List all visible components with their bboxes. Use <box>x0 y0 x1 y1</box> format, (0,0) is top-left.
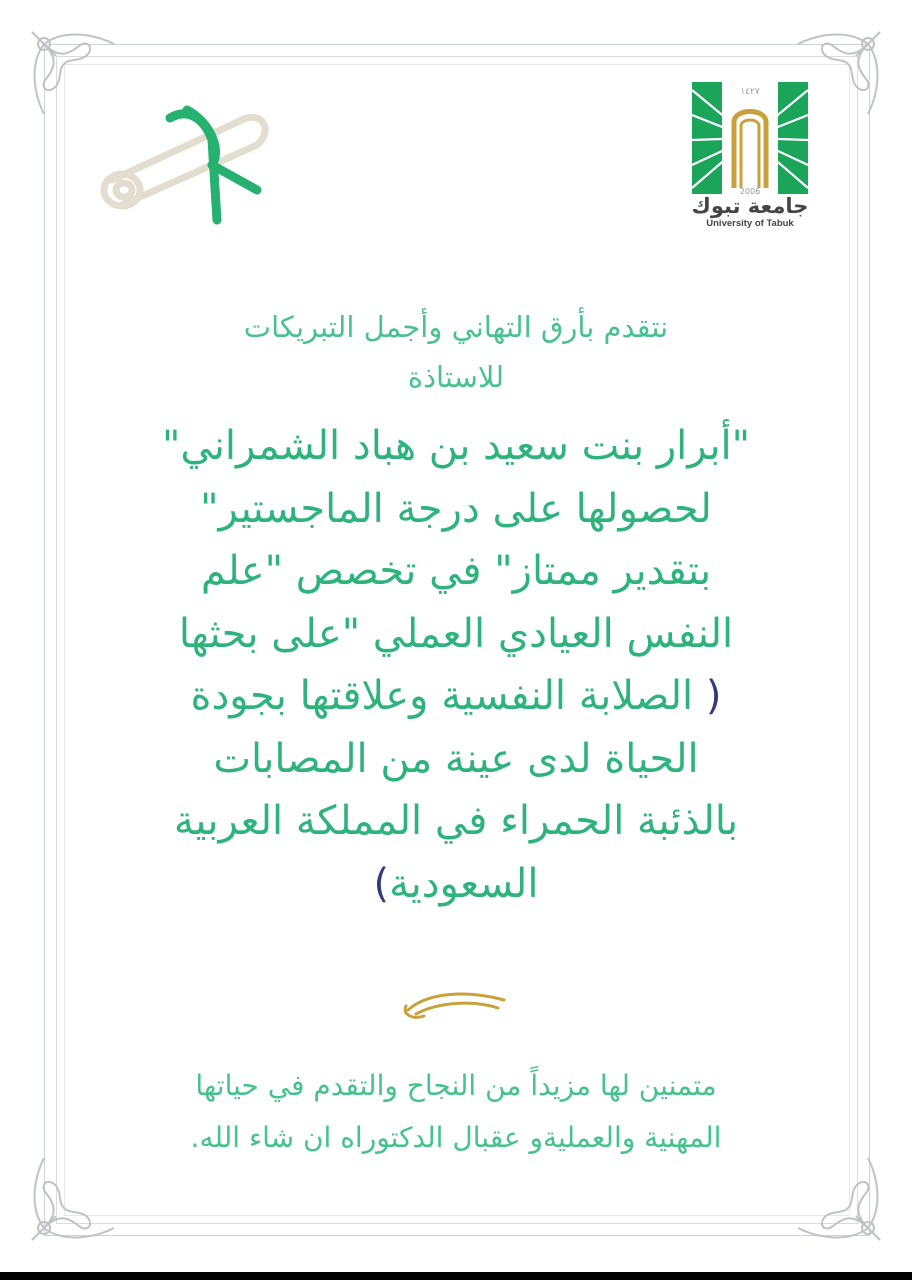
svg-text:١٤٢٧: ١٤٢٧ <box>740 87 760 97</box>
message-line <box>80 665 832 728</box>
message-line: النفس العيادي العملي "على بحثها <box>178 610 734 657</box>
message-line: الحياة لدى عينة من المصابات <box>213 735 699 782</box>
greeting-line: نتقدم بأرق التهاني وأجمل التبريكات <box>243 310 669 344</box>
main-message <box>80 415 832 915</box>
university-logo <box>680 80 820 245</box>
logo-name-english: University of Tabuk <box>706 218 794 229</box>
message-line: بالذئبة الحمراء في المملكة العربية <box>173 798 739 844</box>
recipient-name: "أبرار بنت سعيد بن هباد الشمراني" <box>162 423 750 469</box>
bottom-bar <box>0 1272 912 1280</box>
university-logo-icon <box>688 80 812 198</box>
logo-name-arabic: جامعة تبوك <box>691 194 809 218</box>
message-line <box>80 853 832 916</box>
close-parenthesis: ) <box>373 860 390 907</box>
open-parenthesis: ( <box>705 673 722 719</box>
scroll-ribbon-icon <box>92 80 282 230</box>
svg-text:2006: 2006 <box>739 187 761 196</box>
closing-line: متمنين لها مزيداً من النجاح والتقدم في حياتها <box>195 1069 717 1102</box>
thesis-title-end: السعودية <box>389 860 539 907</box>
greeting-recipient-title: للاستاذة <box>407 360 505 394</box>
message-line: لحصولها على درجة الماجستير" <box>200 485 712 532</box>
closing-line: المهنية والعمليةو عقبال الدكتوراه ان شاء الله. <box>190 1121 722 1154</box>
gold-flourish-icon <box>398 984 514 1024</box>
thesis-title-part: الصلابة النفسية وعلاقتها بجودة <box>190 673 706 719</box>
message-line: بتقدير ممتاز" في تخصص "علم <box>200 548 712 594</box>
closing-wishes <box>80 1060 832 1164</box>
